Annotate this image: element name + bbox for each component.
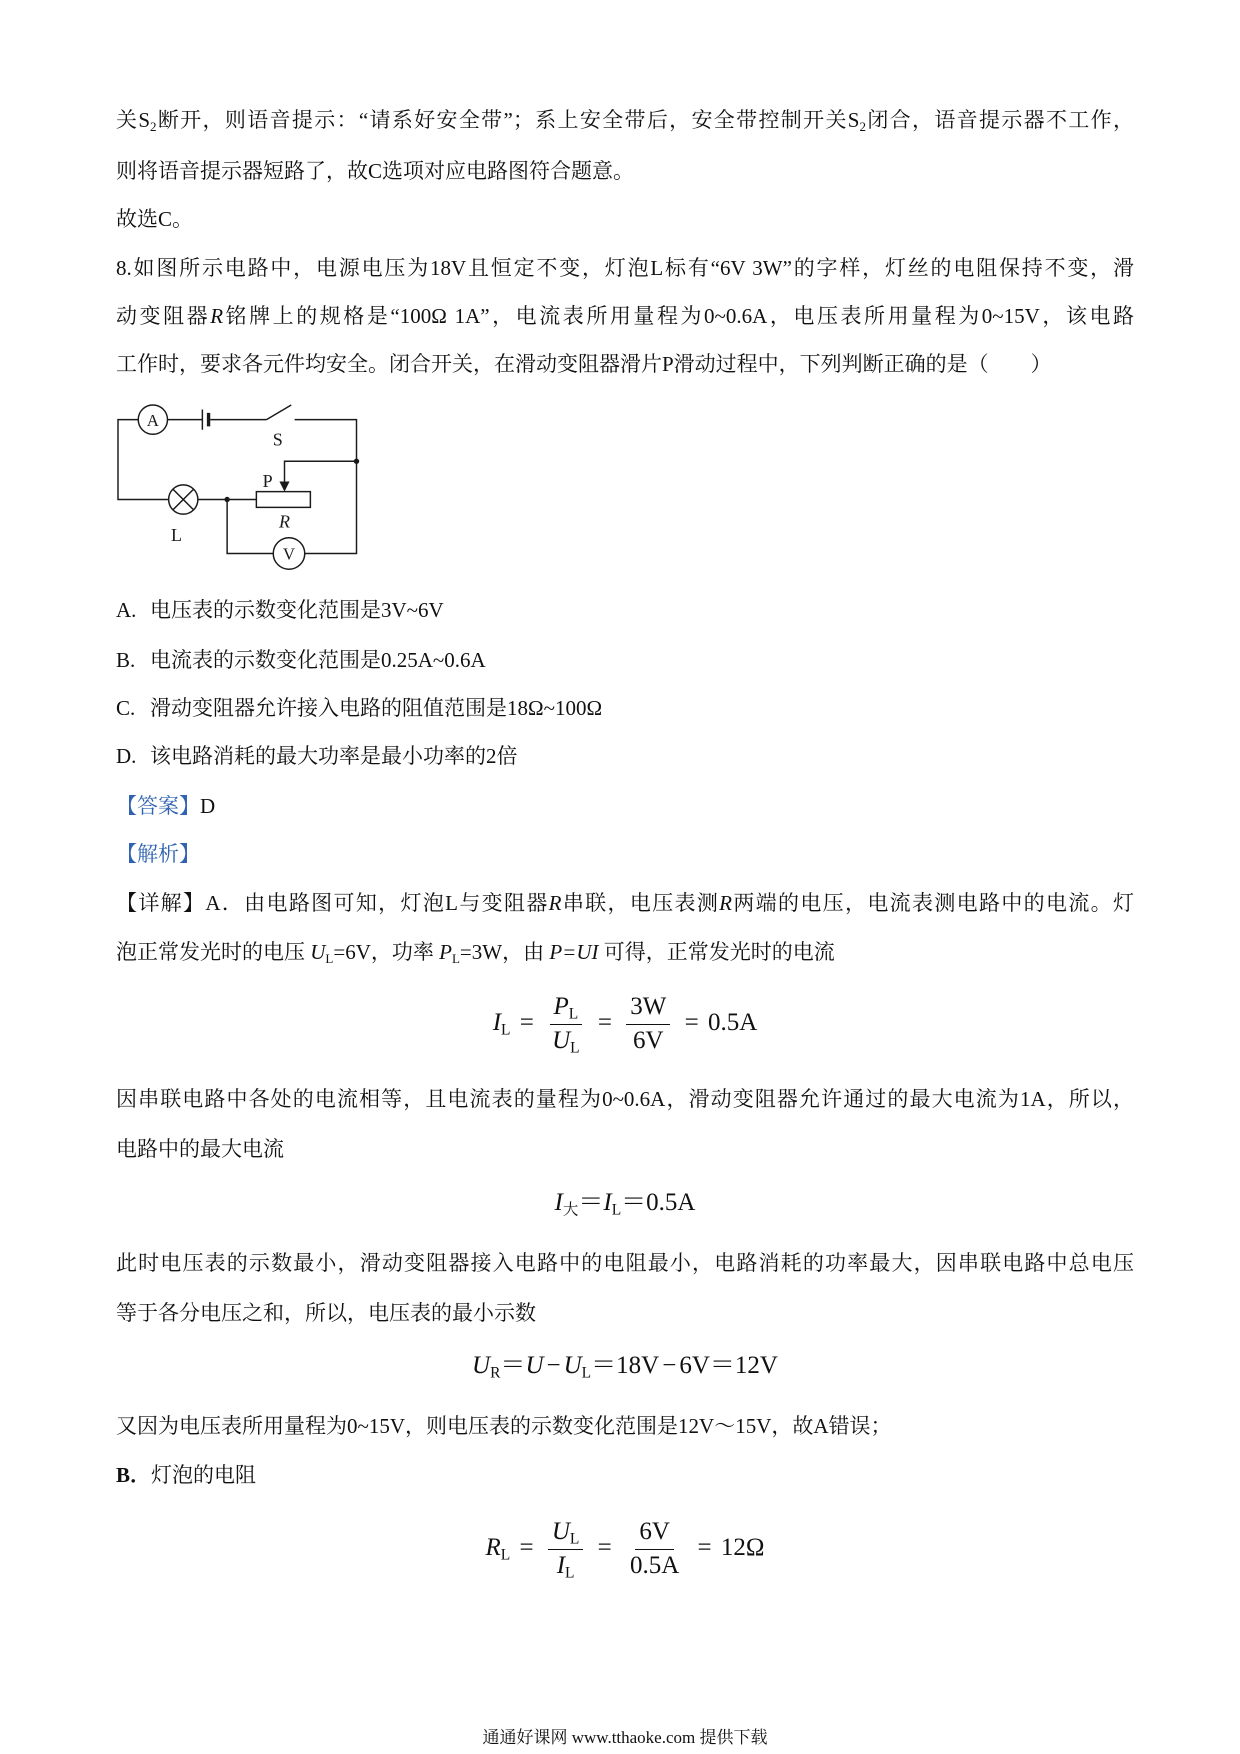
detail-line-2: [116, 938, 1134, 966]
math-var: I: [492, 1009, 502, 1036]
option-text: 滑动变阻器允许接入电路的阻值范围是18Ω~100Ω: [150, 696, 603, 720]
text-run: =3W，由: [459, 940, 550, 964]
math-var: U: [525, 1352, 544, 1379]
para2-line-1: 因串联电路中各处的电流相等，且电流表的量程为0~0.6A，滑动变阻器允许通过的最大电流为1A，所以，: [116, 1087, 1134, 1111]
para4: 又因为电压表所用量程为0~15V，则电压表的示数变化范围是12V～15V，故A错误；: [116, 1414, 892, 1438]
text-run: 【详解】A．由电路图可知，灯泡L与变阻器: [116, 891, 549, 915]
math-var: U: [563, 1352, 582, 1379]
value: 18V: [616, 1352, 660, 1379]
formula-lhs: [492, 1009, 511, 1039]
math-var: R: [210, 304, 224, 328]
equals-sign: =: [597, 1534, 612, 1561]
option-b: [116, 646, 1134, 674]
question-stem-line-2: [116, 302, 1134, 330]
prev-solution-line-2: 则将语音提示器短路了，故C选项对应电路图符合题意。: [116, 159, 635, 183]
subscript: L: [451, 950, 460, 966]
minus-sign: −: [546, 1352, 561, 1379]
formula-lamp-resistance: [116, 1516, 1134, 1581]
answer-label: 【答案】: [116, 794, 200, 818]
fraction-voltage-over-current: [548, 1518, 584, 1581]
formula-result: 0.5A: [707, 1009, 758, 1036]
equals-sign: =: [684, 1009, 699, 1036]
rheostat-body: [256, 492, 310, 508]
option-letter: C.: [116, 696, 136, 720]
answer-line: [116, 792, 1134, 820]
formula-result: 12Ω: [720, 1534, 765, 1561]
lamp-label: L: [171, 525, 182, 546]
math-var: R: [548, 891, 562, 915]
equals-sign: ＝: [709, 1352, 735, 1379]
option-text: 电压表的示数变化范围是3V~6V: [150, 598, 444, 622]
math-var: U: [472, 1352, 491, 1379]
subscript: L: [500, 1546, 511, 1564]
fraction-numerator: [548, 1518, 584, 1550]
option-letter: A.: [116, 598, 137, 622]
option-d: [116, 742, 1134, 770]
page-footer: 通通好课网 www.tthaoke.com 提供下载: [482, 1728, 768, 1747]
switch-blade: [267, 405, 292, 420]
circuit-diagram: [110, 396, 369, 576]
fraction-numerator: [550, 993, 583, 1025]
formula-max-current: [116, 1187, 1134, 1219]
equals-sign: ＝: [578, 1189, 604, 1216]
subscript: L: [569, 1530, 580, 1548]
fraction-denominator: [553, 1550, 579, 1581]
option-text: 电流表的示数变化范围是0.25A~0.6A: [150, 648, 486, 672]
subscript: L: [565, 1564, 575, 1582]
text-run: 关S: [116, 108, 151, 132]
text-run: 可得，正常发光时的电流: [598, 940, 835, 964]
analysis-label: 【解析】: [116, 842, 200, 866]
option-letter: B.: [116, 648, 136, 672]
math-var: U: [310, 940, 326, 964]
math-var: R: [485, 1534, 501, 1561]
junction-dot: [224, 497, 229, 502]
subscript: L: [501, 1021, 511, 1039]
subscript: R: [490, 1364, 501, 1382]
fraction-values: [626, 993, 670, 1056]
voltmeter-label: V: [282, 544, 296, 564]
math-var: P: [553, 993, 569, 1021]
equals-sign: =: [519, 1534, 534, 1561]
math-var: P: [439, 940, 452, 964]
option-a: [116, 596, 1134, 624]
text-run: 铭牌上的规格是“100Ω 1A”，电流表所用量程为0~0.6A，电压表所用量程为0~15V，该电路: [223, 304, 1134, 328]
prev-solution-line-1: [116, 106, 1134, 134]
part-b-heading: [116, 1461, 1134, 1489]
subscript: L: [570, 1039, 580, 1057]
junction-dot: [354, 459, 359, 464]
option-text: 该电路消耗的最大功率是最小功率的2倍: [150, 744, 518, 768]
subscript: L: [581, 1364, 592, 1382]
formula-lhs: [485, 1534, 511, 1564]
text-run: 泡正常发光时的电压: [116, 940, 311, 964]
para2-line-2: 电路中的最大电流: [116, 1137, 284, 1161]
fraction-numerator: 3W: [626, 993, 670, 1025]
detail-line-1: [116, 889, 1134, 917]
text-run: 两端的电压，电流表测电路中的电流。灯: [732, 891, 1135, 915]
subscript: 大: [562, 1201, 579, 1219]
question-stem-line-3: 工作时，要求各元件均安全。闭合开关，在滑动变阻器滑片P滑动过程中，下列判断正确的是（ ）: [116, 352, 1052, 376]
para3-line-1: 此时电压表的示数最小，滑动变阻器接入电路中的电阻最小，电路消耗的功率最大，因串联电路中总电压: [116, 1251, 1134, 1275]
math-var: I: [556, 1551, 566, 1579]
minus-sign: −: [662, 1352, 677, 1379]
equals-sign: ＝: [591, 1352, 617, 1379]
subscript: 2: [859, 118, 866, 134]
question-stem-line-1: 8.如图所示电路中，电源电压为18V且恒定不变，灯泡L标有“6V 3W”的字样，灯丝的电阻保持不变，滑: [116, 256, 1134, 280]
ammeter-label: A: [146, 410, 159, 430]
slider-label: P: [262, 471, 273, 492]
text-run: =6V，功率: [333, 940, 440, 964]
equals-sign: =: [697, 1534, 712, 1561]
fraction-denominator: 6V: [633, 1026, 664, 1054]
equals-sign: ＝: [500, 1352, 526, 1379]
fraction-power-over-voltage: [548, 993, 584, 1056]
math-var: U: [552, 1026, 571, 1054]
equals-sign: ＝: [621, 1189, 647, 1216]
slider-arrow-icon: [279, 482, 289, 492]
equals-sign: =: [519, 1009, 534, 1036]
formula-result: 12V: [734, 1352, 778, 1379]
option-c: [116, 694, 1134, 722]
slider-wire: [285, 461, 357, 482]
rheostat-label: R: [279, 511, 290, 532]
formula-result: 0.5A: [646, 1189, 696, 1216]
subscript: L: [325, 950, 334, 966]
text-run: 闭合，语音提示器不工作，: [866, 108, 1134, 132]
subscript: L: [611, 1201, 622, 1219]
subscript: 2: [150, 118, 157, 134]
answer-value: D: [200, 794, 216, 818]
part-b-lead: B．: [116, 1463, 152, 1487]
fraction-values: [626, 1518, 683, 1581]
para3-line-2: 等于各分电压之和，所以，电压表的最小示数: [116, 1301, 536, 1325]
subscript: L: [568, 1005, 579, 1023]
formula-lamp-current: [116, 991, 1134, 1056]
math-var: U: [551, 1518, 570, 1546]
fraction-denominator: [548, 1025, 584, 1056]
switch-label: S: [272, 429, 283, 450]
math-var: I: [554, 1189, 563, 1216]
text-run: 灯泡的电阻: [151, 1463, 257, 1487]
value: 6V: [679, 1352, 710, 1379]
math-var: I: [603, 1189, 612, 1216]
fraction-numerator: 6V: [635, 1518, 674, 1550]
math-var: R: [719, 891, 732, 915]
wire-right-loop: [295, 420, 357, 554]
equals-sign: =: [597, 1009, 612, 1036]
fraction-denominator: 0.5A: [629, 1551, 680, 1579]
text-run: 动变阻器: [116, 304, 211, 328]
formula-min-voltage: [116, 1350, 1134, 1382]
option-letter: D.: [116, 744, 137, 768]
math-expression: P=UI: [549, 940, 599, 964]
prev-solution-conclusion: 故选C。: [116, 207, 194, 231]
text-run: 串联，电压表测: [561, 891, 720, 915]
text-run: 断开，则语音提示：“请系好安全带”；系上安全带后，安全带控制开关S: [156, 108, 860, 132]
